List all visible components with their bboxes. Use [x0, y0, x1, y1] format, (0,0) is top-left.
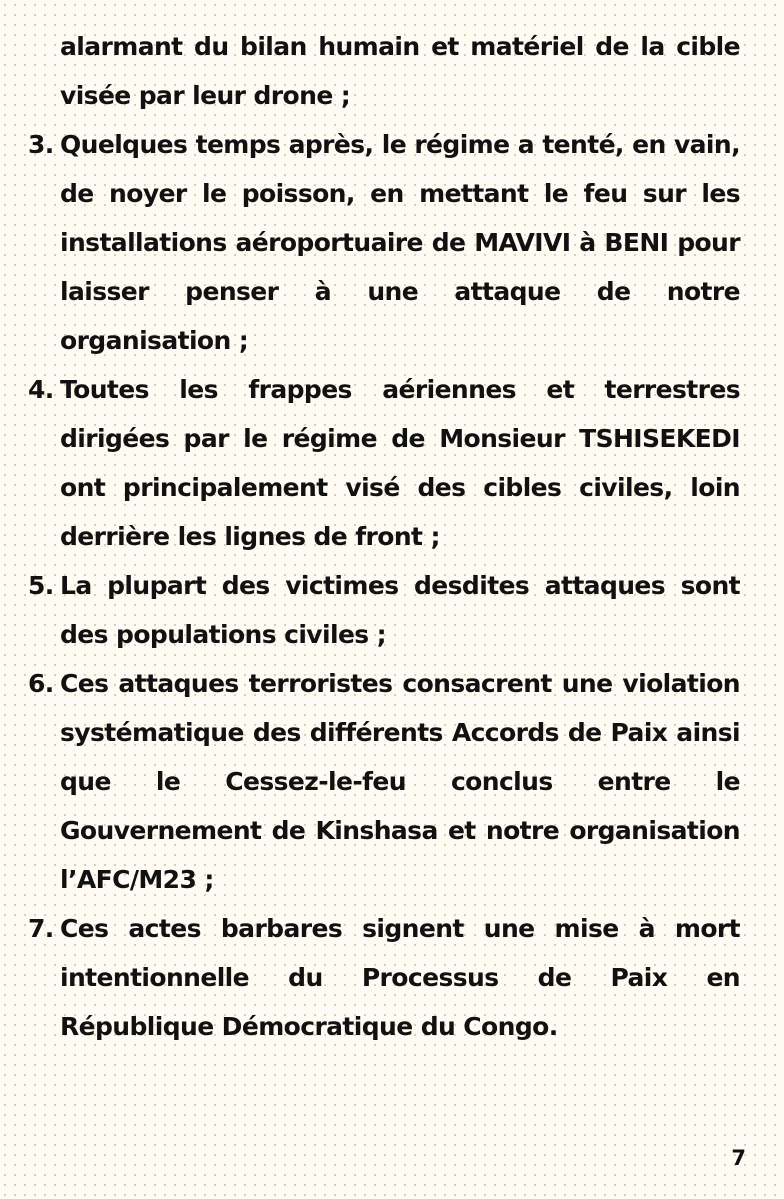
list-item-6: [28, 659, 740, 904]
page-number: 7: [731, 1146, 746, 1170]
document-body: [28, 22, 740, 1051]
list-item-text: Toutes les frappes aériennes et terrestres dirigées par le régime de Monsieur TSHISEKEDI ont principalement visé des cibles civiles, loin derrière les lignes de front ;: [60, 375, 740, 551]
list-item-text: La plupart des victimes desdites attaques sont des populations civiles ;: [60, 571, 740, 649]
continuation-paragraph: alarmant du bilan humain et matériel de la cible visée par leur drone ;: [60, 32, 740, 110]
list-number: 4.: [28, 375, 54, 404]
list-item-3: [28, 120, 740, 365]
list-number: 7.: [28, 914, 54, 943]
list-number: 5.: [28, 571, 54, 600]
list-item-text: Ces attaques terroristes consacrent une violation systématique des différents Accords de Paix ainsi que le Cessez-le-feu conclus entre le Gouvernement de Kinshasa et notre organisation l’AFC/M23 ;: [60, 669, 740, 894]
list-number: 6.: [28, 669, 54, 698]
list-number: 3.: [28, 130, 54, 159]
list-item-7: [28, 904, 740, 1051]
list-item-text: Ces actes barbares signent une mise à mort intentionnelle du Processus de Paix en République Démocratique du Congo.: [60, 914, 740, 1041]
list-item-text: Quelques temps après, le régime a tenté, en vain, de noyer le poisson, en mettant le feu sur les installations aéroportuaire de MAVIVI à BENI pour laisser penser à une attaque de notre organisation ;: [60, 130, 740, 355]
list-item-5: [28, 561, 740, 659]
list-item-4: [28, 365, 740, 561]
